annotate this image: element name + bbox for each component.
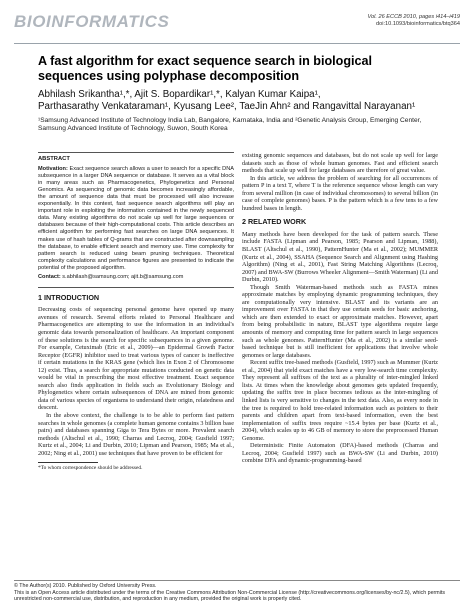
intro-continued-paragraph: existing genomic sequences and databases, but do not scale up well for large datasets such as those of whole human genomes. Fast and efficient search methods that scale up well for large databases are therefore of great value. xyxy=(242,152,438,175)
page-header xyxy=(0,0,474,46)
intro-paragraph-2: In the above context, the challenge is to be able to perform fast pattern searches in whole genomes (a complete human genome contains 3 billion base pairs) and databases spanning Giga to Tera Bytes or more. Prevalent search methods (Altschul et al., 1990; Charras and Lecroq, 2004; Gusfield 1997; Kurtz et al., 2004; Li and Durbin, 2010; Lipman and Pearson, 1985; Ma et al., 2002; Ning et al., 2001) use techniques that have proven to be efficient for xyxy=(38,412,234,457)
introduction-heading: 1 INTRODUCTION xyxy=(38,292,100,302)
intro-paragraph-1: Decreasing costs of sequencing personal genome have opened up many avenues of research. Several efforts related to Personal Healthcare and Pharmacogenetics are attempting to use the information in an individual's genomic data towards personalization of healthcare. An important component of these solutions is the search for specific subsequences in a given genome. For example, Cetuximab (Eric et al., 2009)—an Epidermal Growth Factor Receptor (EGFR) inhibitor used to treat various types of cancer is ineffective if certain mutations in the KRAS gene (which lies in Exon 2 of Chromosome 12) exist. Thus, a search for appropriate mutations conducted on genetic data would be vital in prescribing the most effective treatment. Exact sequence search also finds application in fields such as Evolutionary Biology and Phylogenetics where certain subsequences of DNA are mined from genomic data of various species of organisms to understand their origin, relatedness and descent. xyxy=(38,306,234,412)
related-paragraph-1: Many methods have been developed for the task of pattern search. These include FASTA (Lipman and Pearson, 1985; Pearson and Lipman, 1988), BLAST (Altschul et al., 1990), PatternHunter (Ma et al., 2002); MUMMER (Kurtz et al., 2004), SSAHA (Sequence Search and Alignment using Hashing Algorithm) (Ning et al., 2001), Fast String Matching Algorithms (Lecroq, 2007) and BWA-SW (Burrows Wheeler Alignment—Smith Waterman) (Li and Durbin, 2010). xyxy=(242,230,438,284)
volume-line: Vol. 26 ECCB 2010, pages i414–i419 xyxy=(367,14,460,20)
motivation-text: Exact sequence search allows a user to search for a specific DNA subsequence in a larger DNA sequence or database. It serves as a vital block in many areas such as Pharmacogenetics, Phylogenetics and Personal Genomics. As sequencing of genomic data becomes increasingly affordable, the amount of sequence data that must be processed will also increase exponentially. In this context, fast sequence search algorithms will play an important role in exploiting the information contained in the newly sequenced data. Many existing algorithms do not scale up well for large sequences or databases because of their high-computational costs. This article describes an efficient algorithm for performing fast searches on large DNA sequences. It makes use of hash tables of Q-grams that are constructed after downsampling the database, to enable efficient search and memory use. Time complexity for pattern search is reduced using beam pruning techniques. Theoretical complexity calculations and performance figures are presented to indicate the potential of the proposed algorithm. xyxy=(38,166,234,271)
abstract-contact xyxy=(38,274,234,281)
paper-title: A fast algorithm for exact sequence search in biological sequences using polyphase decomposition xyxy=(38,54,373,83)
copyright-notice xyxy=(14,583,460,603)
copyright-line-2: This is an Open Access article distributed under the terms of the Creative Commons Attribution Non-Commercial License (http://creativecommons.org/licenses/by-nc/2.5), which permits unrestricted non-commercial use, distribution, and reproduction in any medium, provided the original work is properly cited. xyxy=(14,589,445,602)
related-paragraph-3: Recent suffix tree-based methods (Gusfield, 1997) such as Mummer (Kurtz et al., 2004) that yield exact matches have a very low-search time complexity. They represent all suffixes of the text as a plurality of inter-mingled linked lists. At times when the knowledge about genomes gets updated frequently, updating the suffix tree in place becomes tedious as the inter-mingling of linked lists is very sensitive to changes in the text data. Also, as every node in the tree is required to hold tree-related information such as pointers to their parents and children apart from text-based information, even the best implementation of suffix trees require ~15.4 bytes per base (Kurtz et al., 2004), which scales up to 46 GB of memory to store the preprocessed Human Genome. xyxy=(242,359,438,442)
related-work-heading: 2 RELATED WORK xyxy=(242,217,307,227)
authors-line-2: Parthasarathy Venkataraman¹, Kyusang Lee², TaeJin Ahn² and Rangavittal Narayanan¹ xyxy=(38,101,416,112)
motivation-label: Motivation: xyxy=(38,166,68,173)
abstract-motivation xyxy=(38,166,234,272)
journal-name: BIOINFORMATICS xyxy=(14,12,170,31)
abstract-heading: ABSTRACT xyxy=(38,156,70,162)
right-column xyxy=(242,152,438,465)
header-rule xyxy=(14,43,460,44)
contact-emails[interactable]: s.abhilash@samsung.com; ajit.b@samsung.com xyxy=(62,273,184,280)
affiliations: ¹Samsung Advanced Institute of Technology India Lab, Bangalore, Karnataka, India and ²Genetic Analysis Group, Emerging Center, Samsung Advanced Institute of Technology, Suwon, South Korea xyxy=(38,117,422,133)
copyright-line-1: © The Author(s) 2010. Published by Oxford University Press. xyxy=(14,583,157,589)
left-column xyxy=(38,152,234,472)
abstract-box xyxy=(38,152,234,288)
related-paragraph-2: Though Smith Waterman-based methods such as FASTA mines approximate matches by employing dynamic programming techniques, they are computationally very intensive. BLAST and its variants are an improvement over FASTA in that they use certain seeds for basic anchoring, which are then extended to exact or approximate matches. However, apart from being probabilistic in nature, BLAST type algorithms require large amounts of memory and computing time for pattern search in large sequences such as whole genomes. PatternHunter (Ma et al., 2002) is a similar seed-based technique but is still inefficient for applications that involve whole genomes or large databases. xyxy=(242,283,438,359)
author-list xyxy=(38,89,448,113)
doi-line[interactable]: doi:10.1093/bioinformatics/btq364 xyxy=(376,21,460,27)
correspondence-footnote: *To whom correspondence should be addressed. xyxy=(38,465,143,472)
related-paragraph-4: Deterministic Finite Automaton (DFA)-based methods (Charras and Lecroq, 2004; Gusfield 1997) such as BWA-SW (Li and Durbin, 2010) combine DFA and dynamic-programming-based xyxy=(242,442,438,465)
footer-rule xyxy=(14,580,460,581)
problem-statement-paragraph: In this article, we address the problem of searching for all occurrences of pattern P in a text T, where T is the reference sequence whose length can vary from several million (in case of individual chromosomes) to several billion (in case of complete genomes) bases. P is the pattern which is a few tens to a few hundred bases in length. xyxy=(242,174,438,212)
footnote-rule xyxy=(38,462,98,463)
contact-label: Contact: xyxy=(38,273,61,280)
volume-info xyxy=(368,14,460,28)
authors-line-1: Abhilash Srikantha¹,*, Ajit S. Bopardikar¹,*, Kalyan Kumar Kaipa¹, xyxy=(38,89,321,100)
